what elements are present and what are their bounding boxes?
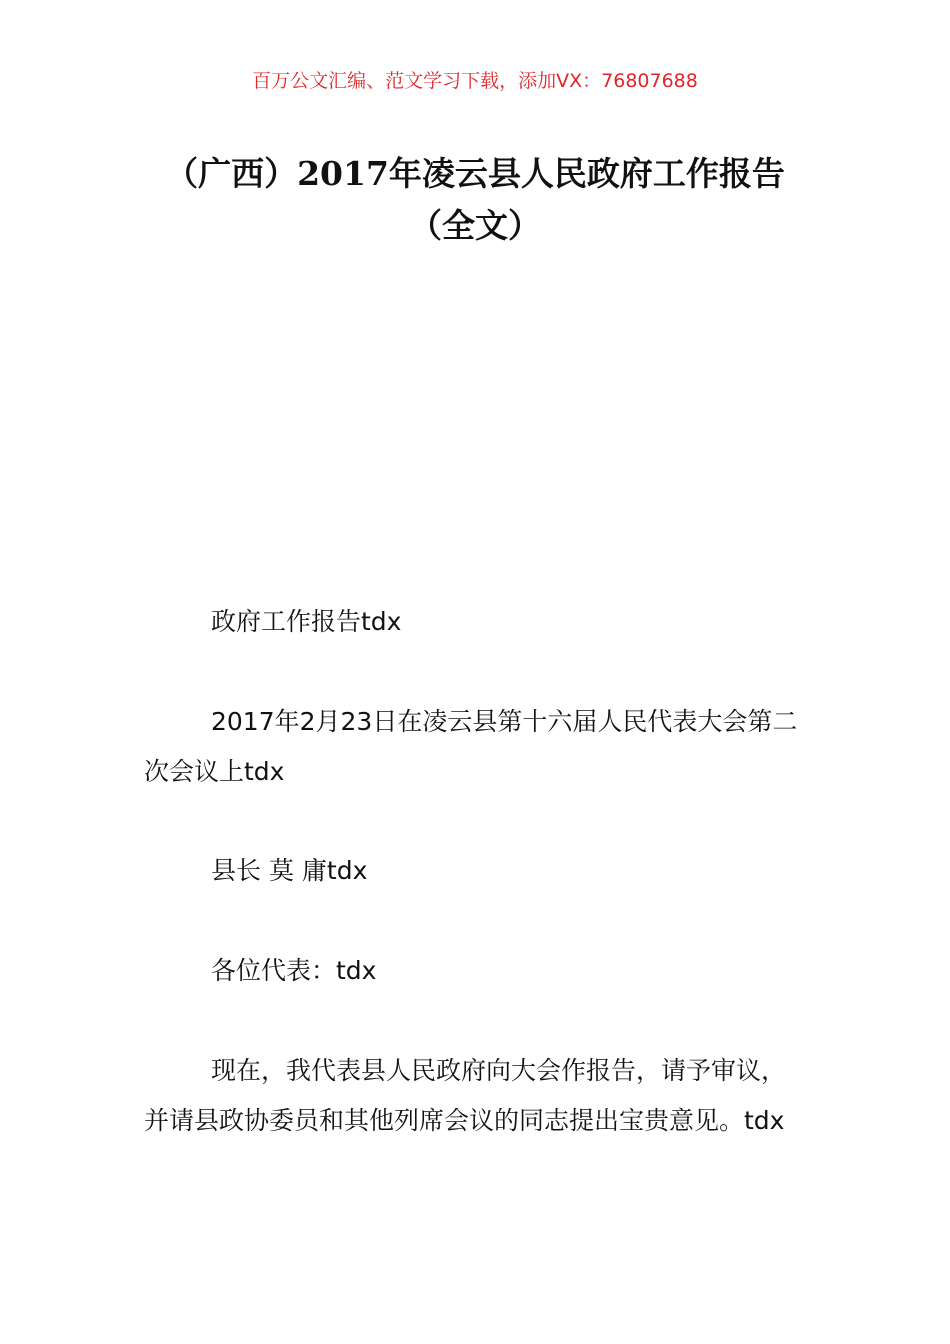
- paragraph-opening: 现在，我代表县人民政府向大会作报告，请予审议，并请县政协委员和其他列席会议的同志提出宝贵意见。tdx: [144, 1056, 787, 1135]
- paragraph-salutation: 各位代表：tdx: [211, 956, 377, 985]
- document-title-line-2: （全文）: [409, 206, 541, 245]
- paragraph-report-name: 政府工作报告tdx: [211, 607, 402, 636]
- header-watermark-note: 百万公文汇编、范文学习下载，添加VX：76807688: [252, 70, 698, 92]
- document-title-line-1: （广西）2017年凌云县人民政府工作报告: [165, 154, 785, 193]
- paragraph-meeting-info: 2017年2月23日在凌云县第十六届人民代表大会第二次会议上tdx: [144, 707, 798, 786]
- document-title: [130, 148, 820, 252]
- paragraph-speaker: 县长 莫 庸tdx: [211, 856, 368, 885]
